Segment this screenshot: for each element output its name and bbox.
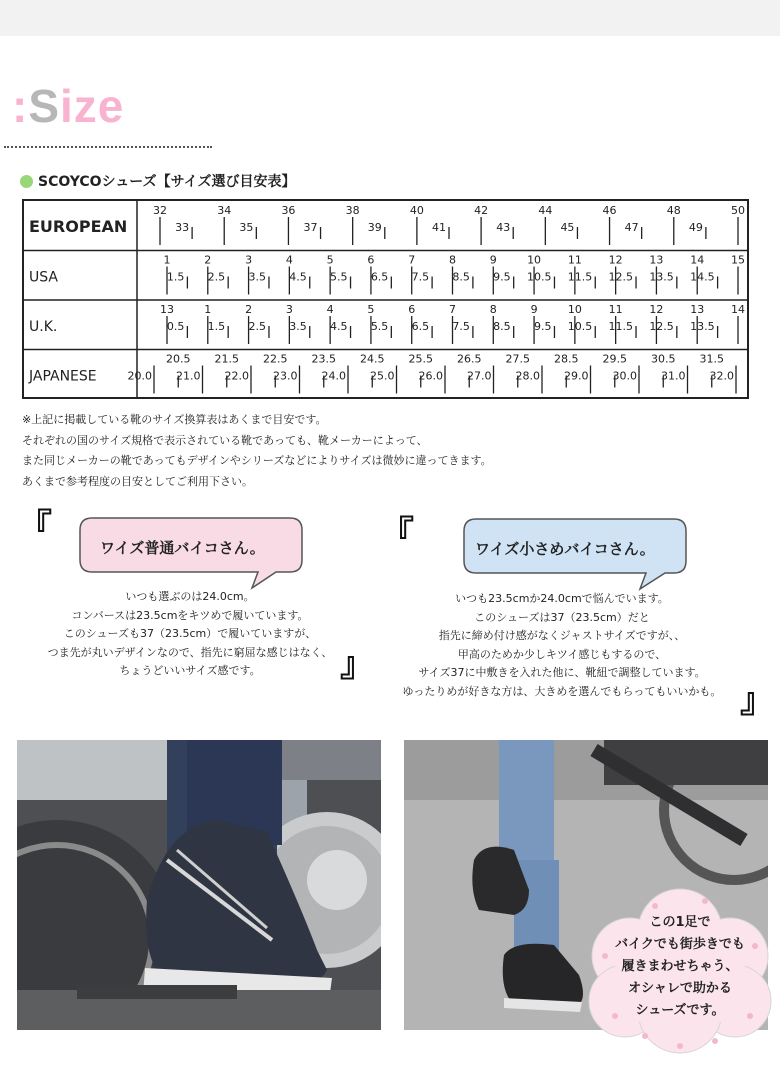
left-bubble-label: ワイズ普通バイコさん。 — [100, 539, 265, 557]
size-value-lower: 20.0 — [127, 369, 152, 383]
size-value-lower: 7.5 — [411, 270, 430, 284]
size-value-upper: 11 — [608, 303, 623, 316]
size-value-lower: 4.5 — [289, 270, 307, 284]
note-line: ※上記に掲載している靴のサイズ換算表はあくまで目安です。 — [22, 413, 327, 426]
size-value-upper: 8 — [489, 303, 497, 316]
size-value-lower: 2.5 — [207, 270, 226, 284]
size-value-lower: 1.5 — [166, 270, 185, 284]
story-line: つま先が丸いデザインなので、指先に窮屈な感じはなく、 — [47, 645, 333, 659]
size-value-lower: 5.5 — [330, 270, 348, 284]
size-value-lower: 13.5 — [649, 270, 674, 284]
size-value-lower: 0.5 — [166, 320, 185, 333]
size-value-lower: 8.5 — [493, 320, 511, 333]
cloud-line: 履きまわせちゃう、 — [621, 959, 739, 974]
size-value-upper: 14 — [731, 303, 745, 316]
right-open-bracket: 『 — [380, 514, 414, 554]
size-value-lower: 49 — [688, 221, 703, 234]
size-value-lower: 13.5 — [690, 320, 715, 333]
size-value-upper: 42 — [474, 204, 489, 217]
size-value-lower: 2.5 — [248, 320, 266, 333]
size-value-lower: 22.0 — [224, 369, 249, 383]
story-line: サイズ37に中敷きを入れた他に、靴紐で調整しています。 — [418, 666, 706, 680]
size-value-lower: 3.5 — [289, 320, 307, 333]
size-value-lower: 45 — [560, 221, 575, 234]
note-line: また同じメーカーの靴であってもデザインやシリーズなどによりサイズは微妙に違ってきます。 — [22, 454, 492, 467]
size-chart-heading-text: SCOYCOシューズ【サイズ選び目安表】 — [38, 174, 296, 190]
size-value-lower: 12.5 — [608, 270, 634, 284]
size-value-lower: 8.5 — [452, 270, 470, 284]
size-value-upper: 23.5 — [311, 352, 336, 366]
size-value-lower: 1.5 — [207, 320, 226, 333]
notes — [22, 410, 492, 492]
story-line: いつも選ぶのは24.0cm。 — [125, 590, 255, 603]
size-value-lower: 9.5 — [533, 320, 552, 333]
size-value-lower: 31.0 — [661, 369, 686, 383]
size-value-upper: 12 — [649, 303, 664, 316]
size-value-upper: 4 — [326, 303, 334, 316]
size-value-upper: 10 — [527, 253, 542, 267]
size-value-upper: 9 — [489, 253, 497, 267]
note-line: あくまで参考程度の目安としてご利用下さい。 — [22, 474, 253, 488]
size-value-upper: 38 — [345, 204, 360, 217]
size-value-upper: 6 — [408, 303, 416, 316]
size-value-lower: 41 — [432, 221, 446, 234]
size-value-lower: 3.5 — [248, 270, 266, 284]
size-conversion-svg — [24, 201, 749, 399]
page-title: :Size — [12, 80, 125, 132]
size-value-upper: 20.5 — [166, 352, 191, 366]
size-value-upper: 4 — [285, 253, 293, 267]
size-conversion-table — [22, 199, 749, 399]
size-value-upper: 3 — [285, 303, 293, 316]
size-value-upper: 13 — [690, 303, 705, 316]
cloud-line: シューズです。 — [635, 1003, 725, 1018]
size-value-lower: 24.0 — [321, 369, 346, 383]
size-value-lower: 5.5 — [370, 320, 389, 333]
story-line: このシューズも37（23.5cm）で履いていますが、 — [63, 627, 317, 641]
left-story-text — [25, 588, 355, 681]
size-value-upper: 2 — [204, 253, 212, 267]
size-value-upper: 14 — [690, 253, 705, 267]
story-line: 指先に締め付け感がなくジャストサイズですが、、 — [438, 629, 686, 643]
size-value-upper: 22.5 — [263, 352, 288, 366]
size-value-upper: 24.5 — [360, 352, 385, 366]
size-value-upper: 9 — [530, 303, 538, 316]
size-value-upper: 8 — [449, 253, 456, 267]
size-value-upper: 26.5 — [457, 352, 482, 366]
note-line: それぞれの国のサイズ規格で表示されている靴であっても、靴メーカーによって、 — [22, 433, 428, 447]
story-line: ゆったりめが好きな方は、大きめを選んでもらってもいいかも。 — [402, 684, 722, 698]
size-value-lower: 12.5 — [649, 320, 674, 333]
cloud-line: オシャレで助かる — [628, 981, 732, 996]
green-dot-icon — [20, 175, 33, 188]
size-value-upper: 3 — [245, 253, 253, 267]
size-value-lower: 6.5 — [411, 320, 430, 333]
size-value-lower: 26.0 — [418, 369, 443, 383]
size-value-lower: 32.0 — [709, 369, 734, 383]
size-value-upper: 10 — [567, 303, 582, 316]
size-value-lower: 4.5 — [330, 320, 348, 333]
title-divider — [4, 146, 212, 148]
size-value-lower: 47 — [624, 221, 639, 234]
size-value-upper: 5 — [367, 303, 375, 316]
size-value-upper: 7 — [449, 303, 456, 316]
size-value-lower: 6.5 — [370, 270, 389, 284]
size-chart-heading — [20, 171, 295, 191]
size-value-upper: 40 — [409, 204, 424, 217]
cloud-line: この1足で — [649, 915, 711, 930]
size-value-upper: 34 — [217, 204, 232, 217]
left-open-bracket: 『 — [18, 507, 52, 547]
size-value-upper: 1 — [204, 303, 212, 316]
size-value-lower: 25.0 — [370, 369, 395, 383]
size-value-lower: 10.5 — [567, 320, 593, 333]
size-value-upper: 1 — [163, 253, 171, 267]
size-value-lower: 39 — [367, 221, 382, 234]
size-value-upper: 25.5 — [408, 352, 433, 366]
size-value-upper: 12 — [608, 253, 623, 267]
size-value-lower: 35 — [239, 221, 254, 234]
size-system-label: U.K. — [29, 318, 58, 335]
size-value-upper: 50 — [731, 204, 745, 217]
size-value-upper: 29.5 — [602, 352, 627, 366]
size-value-upper: 46 — [602, 204, 617, 217]
size-value-lower: 28.0 — [515, 369, 540, 383]
size-value-lower: 37 — [303, 221, 318, 234]
size-value-lower: 23.0 — [273, 369, 298, 383]
size-value-upper: 31.5 — [699, 352, 724, 366]
size-value-upper: 15 — [731, 253, 745, 267]
size-value-upper: 11 — [567, 253, 582, 267]
left-close-bracket: 』 — [340, 645, 374, 685]
size-system-label: EUROPEAN — [29, 216, 128, 236]
size-value-lower: 10.5 — [526, 270, 552, 284]
size-value-upper: 13 — [649, 253, 664, 267]
right-close-bracket: 』 — [740, 681, 774, 721]
size-value-lower: 9.5 — [493, 270, 511, 284]
story-line: 甲高のためか少しキツイ感じもするので、 — [457, 647, 667, 661]
story-line: いつも23.5cmか24.0cmで悩んでいます。 — [455, 592, 669, 605]
cloud-text — [595, 912, 765, 1022]
right-story-text — [382, 590, 742, 702]
size-value-lower: 33 — [175, 221, 190, 234]
size-value-upper: 7 — [408, 253, 416, 267]
size-value-upper: 6 — [367, 253, 375, 267]
size-value-upper: 13 — [160, 303, 174, 316]
story-line: このシューズは37（23.5cm）だと — [474, 610, 650, 624]
size-value-lower: 7.5 — [452, 320, 470, 333]
size-value-lower: 30.0 — [612, 369, 637, 383]
cloud-line: バイクでも街歩きでも — [615, 937, 745, 952]
right-bubble-label: ワイズ小さめバイコさん。 — [475, 540, 655, 558]
size-value-upper: 36 — [281, 204, 296, 217]
photo-shoe-on-motorcycle-peg — [17, 740, 381, 1030]
size-value-upper: 5 — [326, 253, 334, 267]
size-value-lower: 11.5 — [567, 270, 593, 284]
size-value-upper: 32 — [153, 204, 167, 217]
size-value-lower: 11.5 — [608, 320, 634, 333]
story-line: コンバースは23.5cmをキツめで履いています。 — [71, 608, 309, 622]
size-value-upper: 21.5 — [214, 352, 239, 366]
size-value-upper: 48 — [666, 204, 681, 217]
size-system-label: JAPANESE — [29, 368, 97, 385]
size-value-lower: 21.0 — [176, 369, 201, 383]
size-value-lower: 29.0 — [564, 369, 589, 383]
size-value-lower: 27.0 — [467, 369, 492, 383]
size-system-label: USA — [29, 269, 58, 286]
top-band — [0, 0, 780, 36]
story-line: ちょうどいいサイズ感です。 — [119, 664, 261, 678]
size-value-lower: 14.5 — [690, 270, 715, 284]
size-value-lower: 43 — [496, 221, 511, 234]
size-value-upper: 28.5 — [554, 352, 579, 366]
size-value-upper: 44 — [538, 204, 553, 217]
size-value-upper: 27.5 — [505, 352, 530, 366]
size-value-upper: 30.5 — [651, 352, 676, 366]
size-value-upper: 2 — [245, 303, 253, 316]
